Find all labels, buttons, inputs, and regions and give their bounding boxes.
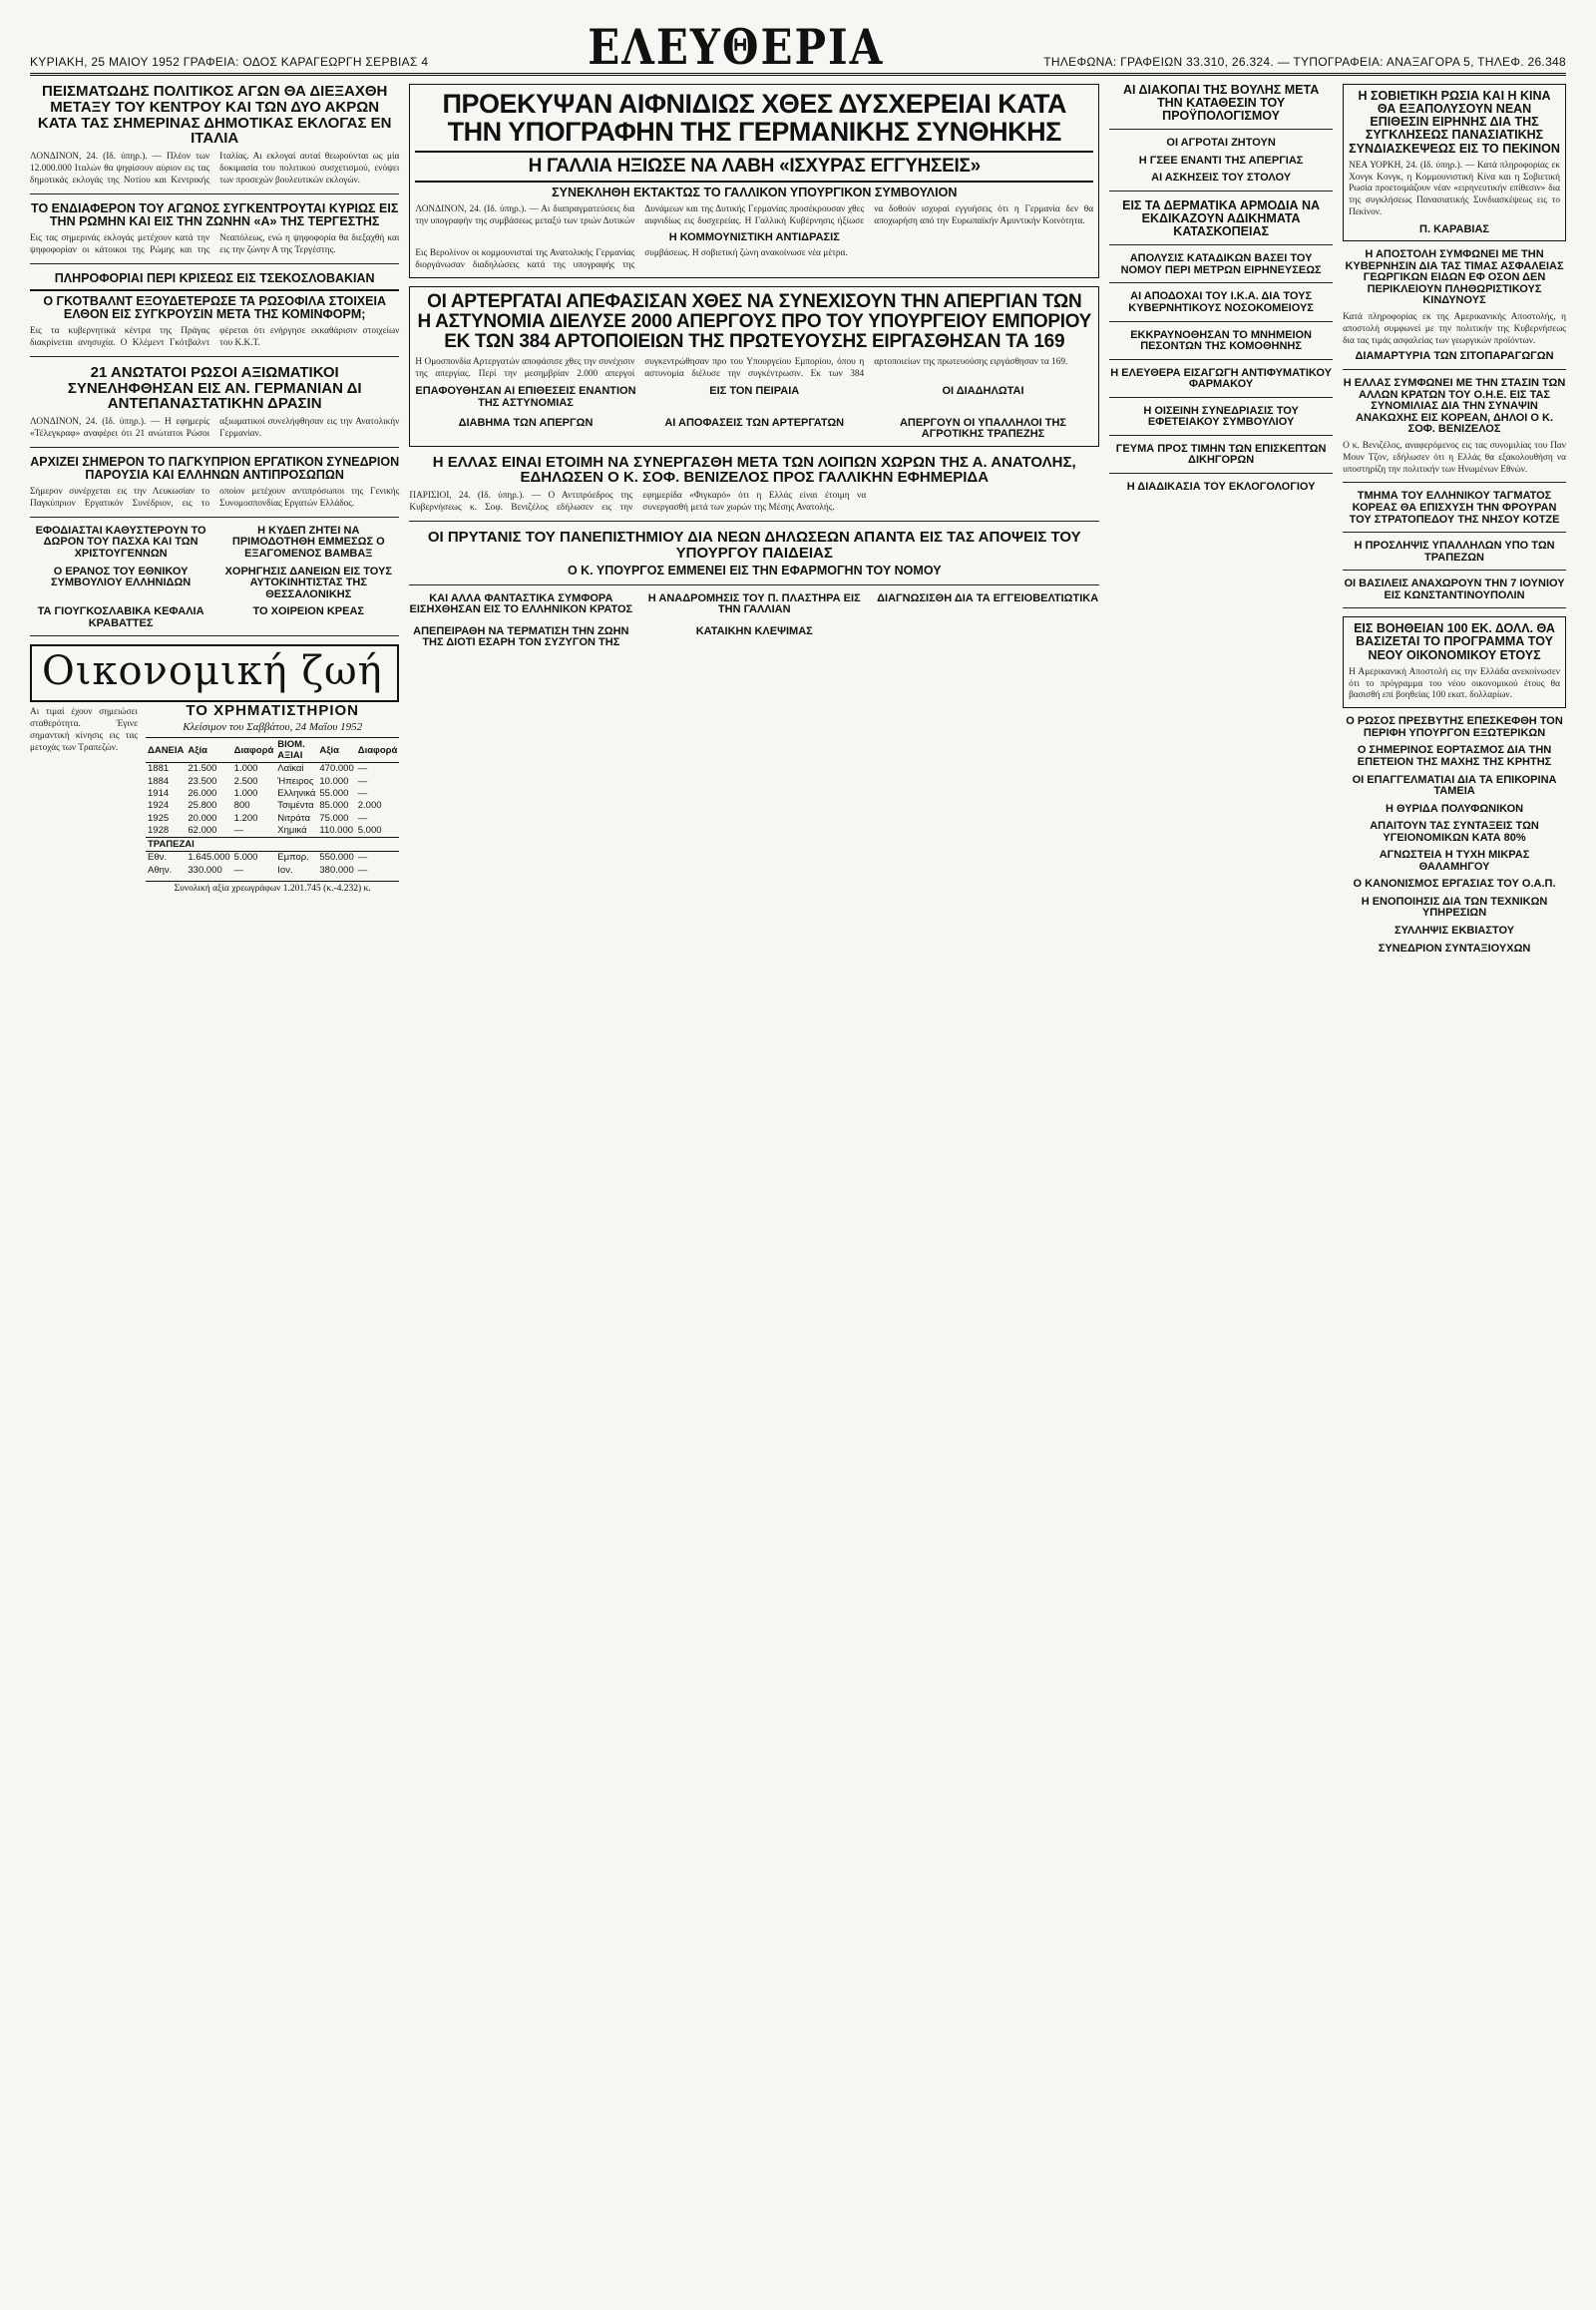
byline: Π. ΚΑΡΑΒΙΑΣ	[1419, 223, 1489, 236]
col-head-value2: Αξία	[317, 738, 355, 763]
aid-article	[1343, 616, 1566, 708]
article-body: ΝΕΑ ΥΟΡΚΗ, 24. (Ιδ. ύπηρ.). — Κατά πληροφορίας εκ Χονγκ Κονγκ, η Κομμουνιστική Κίνα και η Σοβιετική Ρωσία προετοιμάζουν νέαν «ειρηνευτικήν επίθεσιν» δια της συγκλήσεως Πανασιατικής Συνδιασκέψεως εις το Πεκίνον.	[1349, 160, 1560, 218]
table-row: 1924 25.800 800 Τσιμέντα 85.000 2.000	[148, 800, 382, 812]
lead-kicker: ΣΥΝΕΚΛΗΘΗ ΕΚΤΑΚΤΩΣ ΤΟ ΓΑΛΛΙΚΟΝ ΥΠΟΥΡΓΙΚΟΝ ΣΥΜΒΟΥΛΙΟΝ	[552, 185, 958, 199]
headline: ΚΑΙ ΑΛΛΑ ΦΑΝΤΑΣΤΙΚΑ ΣΥΜΦΟΡΑ ΕΙΣΗΧΘΗΣΑΝ ΕΙΣ ΤΟ ΕΛΛΗΝΙΚΟΝ ΚΡΑΤΟΣ	[409, 591, 633, 616]
subheadline: Ο ΓΚΟΤΒΑΛΝΤ ΕΞΟΥΔΕΤΕΡΩΣΕ ΤΑ ΡΩΣΟΦΙΛΑ ΣΤΟΙΧΕΙΑ ΕΛΘΟΝ ΕΙΣ ΣΥΓΚΡΟΥΣΙΝ ΜΕΤΑ ΤΗΣ ΚΟΜΙΝΦΟΡΜ;	[43, 293, 386, 321]
center-columns	[409, 84, 1099, 2294]
headline: Η ΣΟΒΙΕΤΙΚΗ ΡΩΣΙΑ ΚΑΙ Η ΚΙΝΑ ΘΑ ΕΞΑΠΟΛΥΣΟΥΝ ΝΕΑΝ ΕΠΙΘΕΣΙΝ ΕΙΡΗΝΗΣ ΔΙΑ ΤΗΣ ΣΥΓΚΛΗΣΕΩΣ ΠΑΝΑΣΙΑΤΙΚΗΣ ΣΥΝΔΙΑΣΚΕΨΕΩΣ ΕΙΣ ΤΟ ΠΕΚΙΝΟΝ	[1349, 89, 1560, 156]
headline: ΑΠΕΠΕΙΡΑΘΗ ΝΑ ΤΕΡΜΑΤΙΣΗ ΤΗΝ ΖΩΗΝ ΤΗΣ ΔΙΟΤΙ ΕΣΑΡΗ ΤΟΝ ΣΥΖΥΓΟΝ ΤΗΣ	[413, 624, 629, 649]
headline: ΑΓΝΩΣΤΕΙΑ Η ΤΥΧΗ ΜΙΚΡΑΣ ΘΑΛΑΜΗΓΟΥ	[1379, 849, 1530, 873]
headline: Η ΚΥΔΕΠ ΖΗΤΕΙ ΝΑ ΠΡΙΜΟΔΟΤΗΘΗ ΕΜΜΕΣΩΣ Ο ΕΞΑΓΟΜΕΝΟΣ ΒΑΜΒΑΞ	[231, 524, 385, 561]
headline: ΤΜΗΜΑ ΤΟΥ ΕΛΛΗΝΙΚΟΥ ΤΑΓΜΑΤΟΣ ΚΟΡΕΑΣ ΘΑ ΕΠΙΣΧΥΣΗ ΤΗΝ ΦΡΟΥΡΑΝ ΤΟΥ ΣΤΡΑΤΟΠΕΔΟΥ ΤΗΣ ΝΗΣΟΥ ΚΟΤΖΕ	[1349, 490, 1560, 526]
article-body: Ο κ. Βενιζέλος, αναφερόμενος εις τας συνομιλίας του Παν Μουν Τζον, εδήλωσεν ότι η Ελλάς θα εξακολουθήση να υποστηρίζη την πολιτικήν των Ηνωμένων Εθνών.	[1343, 440, 1566, 475]
lead-subhead-communist: Η ΚΟΜΜΟΥΝΙΣΤΙΚΗ ΑΝΤΙΔΡΑΣΙΣ	[668, 230, 840, 243]
col-head-value: Αξία	[186, 738, 231, 763]
masthead-phones: ΤΗΛΕΦΩΝΑ: ΓΡΑΦΕΙΩΝ 33.310, 26.324. — ΤΥΠΟΓΡΑΦΕΙΑ: ΑΝΑΞΑΓΟΡΑ 5, ΤΗΛΕΦ. 26.348	[1043, 55, 1566, 69]
farm-prices-article	[1343, 249, 1566, 370]
stock-table	[146, 737, 399, 877]
col-head-loans: ΔΑΝΕΙΑ	[146, 738, 186, 763]
article-body: ΛΟΝΔΙΝΟΝ, 24. (Ιδ. ύπηρ.). — Πλέον των 12.000.000 Ιταλών θα ψηφίσουν αύριον εις τας δημοτικάς εκλογάς της Νοτίου και Κεντρικής Ιταλίας. Αι εκλογαί αυταί θεωρούνται ως μία δοκιμασία του πολιτικού συσχετισμού, ενόψει των προσεχών βουλευτικών εκλογών.	[30, 152, 400, 186]
banks-head: ΤΡΑΠΕΖΑΙ	[146, 838, 399, 852]
venizelos-article	[409, 455, 1099, 522]
headline: ΠΕΙΣΜΑΤΩΔΗΣ ΠΟΛΙΤΙΚΟΣ ΑΓΩΝ ΘΑ ΔΙΕΞΑΧΘΗ ΜΕΤΑΞΥ ΤΟΥ ΚΕΝΤΡΟΥ ΚΑΙ ΤΩΝ ΔΥΟ ΑΚΡΩΝ ΚΑΤΑ ΤΑΣ ΣΗΜΕΡΙΝΑΣ ΔΗΜΟΤΙΚΑΣ ΕΚΛΟΓΑΣ ΕΝ ΙΤΑΛΙΑ	[37, 83, 392, 148]
headline: Η ΕΝΟΠΟΙΗΣΙΣ ΔΙΑ ΤΩΝ ΤΕΧΝΙΚΩΝ ΥΠΗΡΕΣΙΩΝ	[1361, 895, 1548, 920]
lead-article	[409, 84, 1099, 278]
subheadline: ΕΙΣ ΤΟΝ ΠΕΙΡΑΙΑ	[709, 385, 800, 398]
short-col6	[1343, 716, 1566, 961]
espionage-article	[1109, 199, 1333, 245]
table-row: 1925 20.000 1.200 Νιτράτα 75.000 —	[148, 812, 368, 824]
headline: ΣΥΛΛΗΨΙΣ ΕΚΒΙΑΣΤΟΥ	[1394, 924, 1515, 937]
headline: Η ΟΙΣΕΙΝΗ ΣΥΝΕΔΡΙΑΣΙΣ ΤΟΥ ΕΦΕΤΕΙΑΚΟΥ ΣΥΜΒΟΥΛΙΟΥ	[1143, 404, 1299, 429]
electoral-article	[1109, 482, 1333, 500]
economic-life-title: Οικονομική ζωή	[30, 644, 399, 702]
headline: ΕΙΣ ΤΑ ΔΕΡΜΑΤΙΚΑ ΑΡΜΟΔΙΑ ΝΑ ΕΚΔΙΚΑΖΟΥΝ ΑΔΙΚΗΜΑΤΑ ΚΑΤΑΣΚΟΠΕΙΑΣ	[1122, 198, 1321, 239]
headline: ΤΑ ΓΙΟΥΓΚΟΣΛΑΒΙΚΑ ΚΕΦΑΛΙΑ ΚΡΑΒΑΤΤΕΣ	[37, 605, 204, 629]
lead-body: ΛΟΝΔΙΝΟΝ, 24. (Ιδ. ύπηρ.). — Αι διαπραγματεύσεις δια την υπογραφήν της συμβάσεως μεταξύ των τριών Δυτικών Δυνάμεων και της Δυτικής Γερμανίας προσέκρουσαν χθες αιφνιδίως εις δυσχερείας. Η Γαλλική Κυβέρνησις ήξίωσε να δοθούν ισχυραί εγγυήσεις ότι η Γερμανία δεν θα αποχωρήση από την Ευρωπαϊκήν Αμυντικήν Κοινότητα.	[415, 203, 1094, 226]
subheadline: ΕΠΑΦΟΥΘΗΣΑΝ ΑΙ ΕΠΙΘΕΣΕΙΣ ΕΝΑΝΤΙΟΝ ΤΗΣ ΑΣΤΥΝΟΜΙΑΣ	[415, 385, 636, 409]
headline: ΕΚΚΡΑΥΝΟΘΗΣΑΝ ΤΟ ΜΝΗΜΕΙΟΝ ΠΕΣΟΝΤΩΝ ΤΗΣ ΚΟΜΟΘΗΝΗΣ	[1130, 328, 1312, 353]
headline: Ο ΕΡΑΝΟΣ ΤΟΥ ΕΘΝΙΚΟΥ ΣΥΜΒΟΥΛΙΟΥ ΕΛΛΗΝΙΔΩΝ	[50, 565, 192, 589]
headline: ΔΙΑΓΝΩΣΙΣΘΗ ΔΙΑ ΤΑ ΕΓΓΕΙΟΒΕΛΤΙΩΤΙΚΑ	[877, 591, 1099, 604]
headline: Η ΕΛΕΥΘΕΡΑ ΕΙΣΑΓΩΓΗ ΑΝΤΙΦΥΜΑΤΙΚΟΥ ΦΑΡΜΑΚΟΥ	[1110, 366, 1332, 391]
table-row: Αθην. 330.000 — Ιον. 380.000 —	[148, 864, 368, 876]
article-body: Εις τας σημερινάς εκλογάς μετέχουν κατά την ψηφοφορίαν οι κάτοικοι της Ρώμης και της Νεαπόλεως, ενώ η ψηφοφορία θα διεξαχθή και εις την ζώνην Α της Τεργέστης.	[30, 232, 400, 255]
subheadline: ΑΠΕΡΓΟΥΝ ΟΙ ΥΠΑΛΛΗΛΟΙ ΤΗΣ ΑΓΡΟΤΙΚΗΣ ΤΡΑΠΕΖΗΣ	[899, 416, 1067, 441]
bakers-strike-article	[409, 286, 1099, 447]
headline: ΕΚ ΤΩΝ 384 ΑΡΤΟΠΟΙΕΙΩΝ ΤΗΣ ΠΡΩΤΕΥΟΥΣΗΣ ΕΙΡΓΑΣΘΗΣΑΝ ΤΑ 169	[444, 330, 1065, 352]
table-row: Εθν. 1.645.000 5.000 Εμπορ. 550.000 —	[148, 852, 368, 864]
university-article	[409, 530, 1099, 585]
economic-life-intro: Αι τιμαί έχουν σημειώσει σταθερότητα. Έγινε σημαντική κίνησις εις τας μετοχάς των Τραπεζών.	[30, 707, 138, 753]
column-5	[1109, 84, 1333, 2294]
subheadline: ΑΙ ΑΠΟΦΑΣΕΙΣ ΤΩΝ ΑΡΤΕΡΓΑΤΩΝ	[664, 416, 845, 429]
article-body: Σήμερον συνέρχεται εις την Λευκωσίαν το Παγκύπριον Εργατικόν Συνέδριον, εις το οποίον μετέχουν αντιπρόσωποι της Γενικής Συνομοσπονδίας Εργατών Ελλάδος.	[30, 487, 400, 510]
short-col5-a	[1109, 138, 1333, 192]
headline: ΑΙ ΑΣΚΗΣΕΙΣ ΤΟΥ ΣΤΟΛΟΥ	[1151, 172, 1292, 185]
ika-article	[1109, 291, 1333, 321]
headline: Ο ΚΑΝΟΝΙΣΜΟΣ ΕΡΓΑΣΙΑΣ ΤΟΥ Ο.Α.Π.	[1353, 878, 1556, 891]
headline: ΕΦΟΔΙΑΣΤΑΙ ΚΑΘΥΣΤΕΡΟΥΝ ΤΟ ΔΩΡΟΝ ΤΟΥ ΠΑΣΧΑ ΚΑΙ ΤΩΝ ΧΡΙΣΤΟΥΓΕΝΝΩΝ	[35, 524, 206, 561]
royals-article	[1343, 578, 1566, 608]
masthead	[30, 18, 1566, 76]
parliament-article	[1109, 84, 1333, 130]
headline: ΠΛΗΡΟΦΟΡΙΑΙ ΠΕΡΙ ΚΡΙΣΕΩΣ ΕΙΣ ΤΣΕΚΟΣΛΟΒΑΚΙΑΝ	[54, 270, 375, 285]
col-head-industry: ΒΙΟΜ. ΑΞΙΑΙ	[275, 738, 317, 763]
headline: ΤΟ ΧΟΙΡΕΙΟΝ ΚΡΕΑΣ	[252, 605, 365, 618]
headline: Η ΔΙΑΔΙΚΑΣΙΑ ΤΟΥ ΕΚΛΟΓΟΛΟΓΙΟΥ	[1126, 480, 1316, 493]
headline: Ο ΡΩΣΟΣ ΠΡΕΣΒΥΤΗΣ ΕΠΕΣΚΕΦΘΗ ΤΟΝ ΠΕΡΙΦΗ ΥΠΟΥΡΓΟΝ ΕΞΩΤΕΡΙΚΩΝ	[1346, 715, 1563, 739]
lead-body-2: Εις Βερολίνον οι κομμουνισταί της Ανατολικής Γερμανίας διοργάνωσαν διαδηλώσεις κατά της υπογραφής της συμβάσεως. Η σοβιετική ζώνη ανακοίνωσε νέα μέτρα.	[415, 248, 848, 270]
subheadline: ΔΙΑΜΑΡΤΥΡΙΑ ΤΩΝ ΣΙΤΟΠΑΡΑΓΩΓΩΝ	[1355, 350, 1554, 363]
headline: Η ΑΠΟΣΤΟΛΗ ΣΥΜΦΩΝΕΙ ΜΕ ΤΗΝ ΚΥΒΕΡΝΗΣΙΝ ΔΙΑ ΤΑΣ ΤΙΜΑΣ ΑΣΦΑΛΕΙΑΣ ΓΕΩΡΓΙΚΩΝ ΕΙΔΩΝ ΕΦ ΟΣΟΝ ΔΕΝ ΠΕΡΙΚΛΕΙΟΥΝ ΠΛΗΘΩΡΙΣΤΙΚΟΥΣ ΚΙΝΔΥΝΟΥΣ	[1345, 248, 1564, 307]
article-czechoslovakia	[30, 272, 399, 357]
medicine-article	[1109, 368, 1333, 398]
article-russian-officers	[30, 365, 399, 448]
headline: ΣΥΝΕΔΡΙΟΝ ΣΥΝΤΑΞΙΟΥΧΩΝ	[1378, 942, 1531, 955]
bank-staff-article	[1343, 541, 1566, 571]
article-body: Η Αμερικανική Αποστολή εις την Ελλάδα ανεκοίνωσεν ότι το πρόγραμμα του νέου οικονομικού έτους θα βασισθή επί βοηθείας 100 εκατ. δολλαρίων.	[1349, 666, 1560, 701]
column-1	[30, 84, 399, 2294]
headline: ΧΟΡΗΓΗΣΙΣ ΔΑΝΕΙΩΝ ΕΙΣ ΤΟΥΣ ΑΥΤΟΚΙΝΗΤΙΣΤΑΣ ΤΗΣ ΘΕΣΣΑΛΟΝΙΚΗΣ	[224, 565, 392, 600]
headline: Η ΠΡΟΣΛΗΨΙΣ ΥΠΑΛΛΗΛΩΝ ΥΠΟ ΤΩΝ ΤΡΑΠΕΖΩΝ	[1354, 540, 1555, 564]
short-news-grid	[30, 526, 399, 636]
headline: ΟΙ ΑΓΡΟΤΑΙ ΖΗΤΟΥΝ	[1166, 137, 1276, 150]
headline: ΟΙ ΑΡΤΕΡΓΑΤΑΙ ΑΠΕΦΑΣΙΣΑΝ ΧΘΕΣ ΝΑ ΣΥΝΕΧΙΣΟΥΝ ΤΗΝ ΑΠΕΡΓΙΑΝ ΤΩΝ	[427, 290, 1082, 312]
article-body: ΠΑΡΙΣΙΟΙ, 24. (Ιδ. ύπηρ.). — Ο Αντιπρόεδρος της Κυβερνήσεως κ. Σοφ. Βενιζέλος εδήλωσεν εις την εφημερίδα «Φιγκαρό» ότι η Ελλάς είναι έτοιμη να συνεργασθή μετά των χωρών της Μέσης Ανατολής.	[409, 491, 867, 514]
headline: Ο ΣΗΜΕΡΙΝΟΣ ΕΟΡΤΑΣΜΟΣ ΔΙΑ ΤΗΝ ΕΠΕΤΕΙΟΝ ΤΗΣ ΜΑΧΗΣ ΤΗΣ ΚΡΗΤΗΣ	[1357, 744, 1552, 768]
subheadline: Ο Κ. ΥΠΟΥΡΓΟΣ ΕΜΜΕΝΕΙ ΕΙΣ ΤΗΝ ΕΦΑΡΜΟΓΗΝ ΤΟΥ ΝΟΜΟΥ	[567, 564, 942, 578]
headline: 21 ΑΝΩΤΑΤΟΙ ΡΩΣΟΙ ΑΞΙΩΜΑΤΙΚΟΙ ΣΥΝΕΛΗΦΘΗΣΑΝ ΕΙΣ ΑΝ. ΓΕΡΜΑΝΙΑΝ ΔΙ ΑΝΤΕΠΑΝΑΣΤΑΤΙΚΗΝ ΔΡΑΣΙΝ	[67, 363, 362, 413]
article-rome-trieste	[30, 202, 399, 264]
col-head-diff2: Διαφορά	[356, 738, 400, 763]
headline: Η ΑΝΑΔΡΟΜΗΣΙΣ ΤΟΥ Π. ΠΛΑΣΤΗΡΑ ΕΙΣ ΤΗΝ ΓΑΛΛΙΑΝ	[647, 591, 861, 616]
monument-article	[1109, 330, 1333, 360]
article-body: Η Ομοσπονδία Αρτεργατών αποφάσισε χθες την συνέχισιν της απεργίας. Περί την μεσημβρίαν 2.000 απεργοί συγκεντρώθησαν προ του Υπουργείου Εμπορίου, όπου η αστυνομία διέλυσε την συγκέντρωσιν. Εκ των 384 αρτοποιείων της πρωτευούσης ειργάσθησαν τα 169.	[415, 356, 1068, 379]
table-row: 1881 21.500 1.000 Λαϊκαί 470.000 —	[148, 763, 368, 775]
council-article	[1109, 406, 1333, 436]
lead-subheadline: Η ΓΑΛΛΙΑ ΗΞΙΩΣΕ ΝΑ ΛΑΒΗ «ΙΣΧΥΡΑΣ ΕΓΓΥΗΣΕΙΣ»	[528, 155, 981, 177]
table-row: 1914 26.000 1.000 Ελληνικά 55.000 —	[148, 787, 368, 799]
headline: ΑΡΧΙΖΕΙ ΣΗΜΕΡΟΝ ΤΟ ΠΑΓΚΥΠΡΙΟΝ ΕΡΓΑΤΙΚΟΝ ΣΥΝΕΔΡΙΟΝ ΠΑΡΟΥΣΙΑ ΚΑΙ ΕΛΛΗΝΩΝ ΑΝΤΙΠΡΟΣΩΠΩΝ	[30, 454, 400, 483]
headline: ΚΑΤΑΙΚΗΝ ΚΛΕΨΙΜΑΣ	[695, 624, 813, 637]
soviet-china-article	[1343, 84, 1566, 241]
headline: ΓΕΥΜΑ ΠΡΟΣ ΤΙΜΗΝ ΤΩΝ ΕΠΙΣΚΕΠΤΩΝ ΔΙΚΗΓΟΡΩΝ	[1115, 442, 1327, 467]
subheadline: ΟΙ ΔΙΑΔΗΛΩΤΑΙ	[942, 385, 1024, 398]
table-row: 1928 62.000 — Χημικά 110.000 5.000	[148, 825, 382, 837]
headline: Η ΑΣΤΥΝΟΜΙΑ ΔΙΕΛΥΣΕ 2000 ΑΠΕΡΓΟΥΣ ΠΡΟ ΤΟΥ ΥΠΟΥΡΓΕΙΟΥ ΕΜΠΟΡΙΟΥ	[417, 310, 1092, 332]
headline: ΤΟ ΕΝΔΙΑΦΕΡΟΝ ΤΟΥ ΑΓΩΝΟΣ ΣΥΓΚΕΝΤΡΟΥΤΑΙ ΚΥΡΙΩΣ ΕΙΣ ΤΗΝ ΡΩΜΗΝ ΚΑΙ ΕΙΣ ΤΗΝ ΖΩΝΗΝ «Α» ΤΗΣ ΤΕΡΓΕΣΤΗΣ	[31, 200, 399, 228]
article-italy-elections	[30, 84, 399, 194]
table-row: 1884 23.500 2.500 Ήπειρος 10.000 —	[148, 775, 368, 787]
dinner-article	[1109, 444, 1333, 474]
korea-article	[1343, 378, 1566, 483]
masthead-date-address: ΚΥΡΙΑΚΗ, 25 ΜΑΙΟΥ 1952 ΓΡΑΦΕΙΑ: ΟΔΟΣ ΚΑΡΑΓΕΩΡΓΗ ΣΕΡΒΙΑΣ 4	[30, 55, 429, 69]
stock-exchange-date: Κλείσιμον του Σαββάτου, 24 Μαΐου 1952	[183, 721, 363, 734]
subheadline: ΔΙΑΒΗΜΑ ΤΩΝ ΑΠΕΡΓΩΝ	[458, 416, 594, 429]
economic-life-section	[30, 644, 399, 900]
headline: Η ΕΛΛΑΣ ΕΙΝΑΙ ΕΤΟΙΜΗ ΝΑ ΣΥΝΕΡΓΑΣΘΗ ΜΕΤΑ ΤΩΝ ΛΟΙΠΩΝ ΧΩΡΩΝ ΤΗΣ Α. ΑΝΑΤΟΛΗΣ, ΕΔΗΛΩΣΕΝ Ο Κ. ΣΟΦ. ΒΕΝΙΖΕΛΟΣ ΠΡΟΣ ΓΑΛΛΙΚΗΝ ΕΦΗΜΕΡΙΔΑ	[432, 453, 1076, 487]
column-6	[1343, 84, 1566, 2294]
col-head-diff: Διαφορά	[232, 738, 276, 763]
korea-battalion-article	[1343, 491, 1566, 533]
misc-news	[409, 593, 1099, 655]
headline: ΟΙ ΒΑΣΙΛΕΙΣ ΑΝΑΧΩΡΟΥΝ ΤΗΝ 7 ΙΟΥΝΙΟΥ ΕΙΣ ΚΩΝΣΤΑΝΤΙΝΟΥΠΟΛΙΝ	[1344, 578, 1565, 601]
article-body: Εις τα κυβερνητικά κέντρα της Πράγας διακρίνεται ανησυχία. Ο Κλέμεντ Γκότβαλντ φέρεται ότι ενήργησε εκκαθάρισιν στοιχείων του Κ.Κ.Τ.	[30, 326, 400, 348]
headline: ΕΙΣ ΒΟΗΘΕΙΑΝ 100 ΕΚ. ΔΟΛΛ. ΘΑ ΒΑΣΙΖΕΤΑΙ ΤΟ ΠΡΟΓΡΑΜΜΑ ΤΟΥ ΝΕΟΥ ΟΙΚΟΝΟΜΙΚΟΥ ΕΤΟΥΣ	[1354, 621, 1555, 662]
newspaper-title: ΕΛΕΥΘΕΡΙΑ	[588, 19, 885, 76]
headline: ΟΙ ΠΡΥΤΑΝΙΣ ΤΟΥ ΠΑΝΕΠΙΣΤΗΜΙΟΥ ΔΙΑ ΝΕΩΝ ΔΗΛΩΣΕΩΝ ΑΠΑΝΤΑ ΕΙΣ ΤΑΣ ΑΠΟΨΕΙΣ ΤΟΥ ΥΠΟΥΡΓΟΥ ΠΑΙΔΕΙΑΣ	[427, 528, 1081, 562]
stock-exchange-title: ΤΟ ΧΡΗΜΑΤΙΣΤΗΡΙΟΝ	[186, 702, 359, 720]
headline: ΑΠΟΛΥΣΙΣ ΚΑΤΑΔΙΚΩΝ ΒΑΣΕΙ ΤΟΥ ΝΟΜΟΥ ΠΕΡΙ ΜΕΤΡΩΝ ΕΙΡΗΝΕΥΣΕΩΣ	[1120, 252, 1322, 276]
article-cyprus-labour	[30, 456, 399, 518]
page-grid	[30, 84, 1566, 2294]
headline: ΑΙ ΑΠΟΔΟΧΑΙ ΤΟΥ Ι.Κ.Α. ΔΙΑ ΤΟΥΣ ΚΥΒΕΡΝΗΤΙΚΟΥΣ ΝΟΣΟΚΟΜΕΙΟΥΣ	[1128, 290, 1314, 315]
headline: ΑΠΑΙΤΟΥΝ ΤΑΣ ΣΥΝΤΑΞΕΙΣ ΤΩΝ ΥΓΕΙΟΝΟΜΙΚΩΝ ΚΑΤΑ 80%	[1370, 820, 1539, 844]
stock-summary: Συνολική αξία χρεωγράφων 1.201.745 (κ.-4.232) κ.	[146, 881, 399, 894]
lead-headline: ΠΡΟΕΚΥΨΑΝ ΑΙΦΝΙΔΙΩΣ ΧΘΕΣ ΔΥΣΧΕΡΕΙΑΙ ΚΑΤΑ ΤΗΝ ΥΠΟΓΡΑΦΗΝ ΤΗΣ ΓΕΡΜΑΝΙΚΗΣ ΣΥΝΘΗΚΗΣ	[442, 89, 1066, 148]
headline: ΟΙ ΕΠΑΓΓΕΛΜΑΤΙΑΙ ΔΙΑ ΤΑ ΕΠΙΚΟΡΙΝΑ ΤΑΜΕΙΑ	[1352, 773, 1557, 798]
headline: Η ΓΣΕΕ ΕΝΑΝΤΙ ΤΗΣ ΑΠΕΡΓΙΑΣ	[1138, 154, 1304, 167]
article-body: Κατά πληροφορίας εκ της Αμερικανικής Αποστολής, η αποστολή συμφωνεί με την πολιτικήν της Κυβερνήσεως δια τας τιμάς ασφαλείας των γεωργικών προϊόντων.	[1343, 311, 1566, 346]
article-body: ΛΟΝΔΙΝΟΝ, 24. (Ιδ. ύπηρ.). — Η εφημερίς «Τέλεγκραφ» αναφέρει ότι 21 ανώτατοι Ρώσοι αξιωματικοί συνελήφθησαν εις την Ανατολικήν Γερμανίαν.	[30, 417, 400, 439]
headline: ΑΙ ΔΙΑΚΟΠΑΙ ΤΗΣ ΒΟΥΛΗΣ ΜΕΤΑ ΤΗΝ ΚΑΤΑΘΕΣΙΝ ΤΟΥ ΠΡΟΫΠΟΛΟΓΙΣΜΟΥ	[1122, 83, 1320, 124]
headline: Η ΕΛΛΑΣ ΣΥΜΦΩΝΕΙ ΜΕ ΤΗΝ ΣΤΑΣΙΝ ΤΩΝ ΑΛΛΩΝ ΚΡΑΤΩΝ ΤΟΥ Ο.Η.Ε. ΕΙΣ ΤΑΣ ΣΥΝΟΜΙΛΙΑΣ ΔΙΑ ΤΗΝ ΣΥΝΑΨΙΝ ΑΝΑΚΩΧΗΣ ΕΙΣ ΚΟΡΕΑΝ, ΔΗΛΟΙ Ο Κ. ΣΟΦ. ΒΕΝΙΖΕΛΟΣ	[1343, 377, 1566, 436]
headline: Η ΘΥΡΙΔΑ ΠΟΛΥΦΩΝΙΚΟΝ	[1385, 802, 1524, 815]
prisoners-article	[1109, 253, 1333, 283]
